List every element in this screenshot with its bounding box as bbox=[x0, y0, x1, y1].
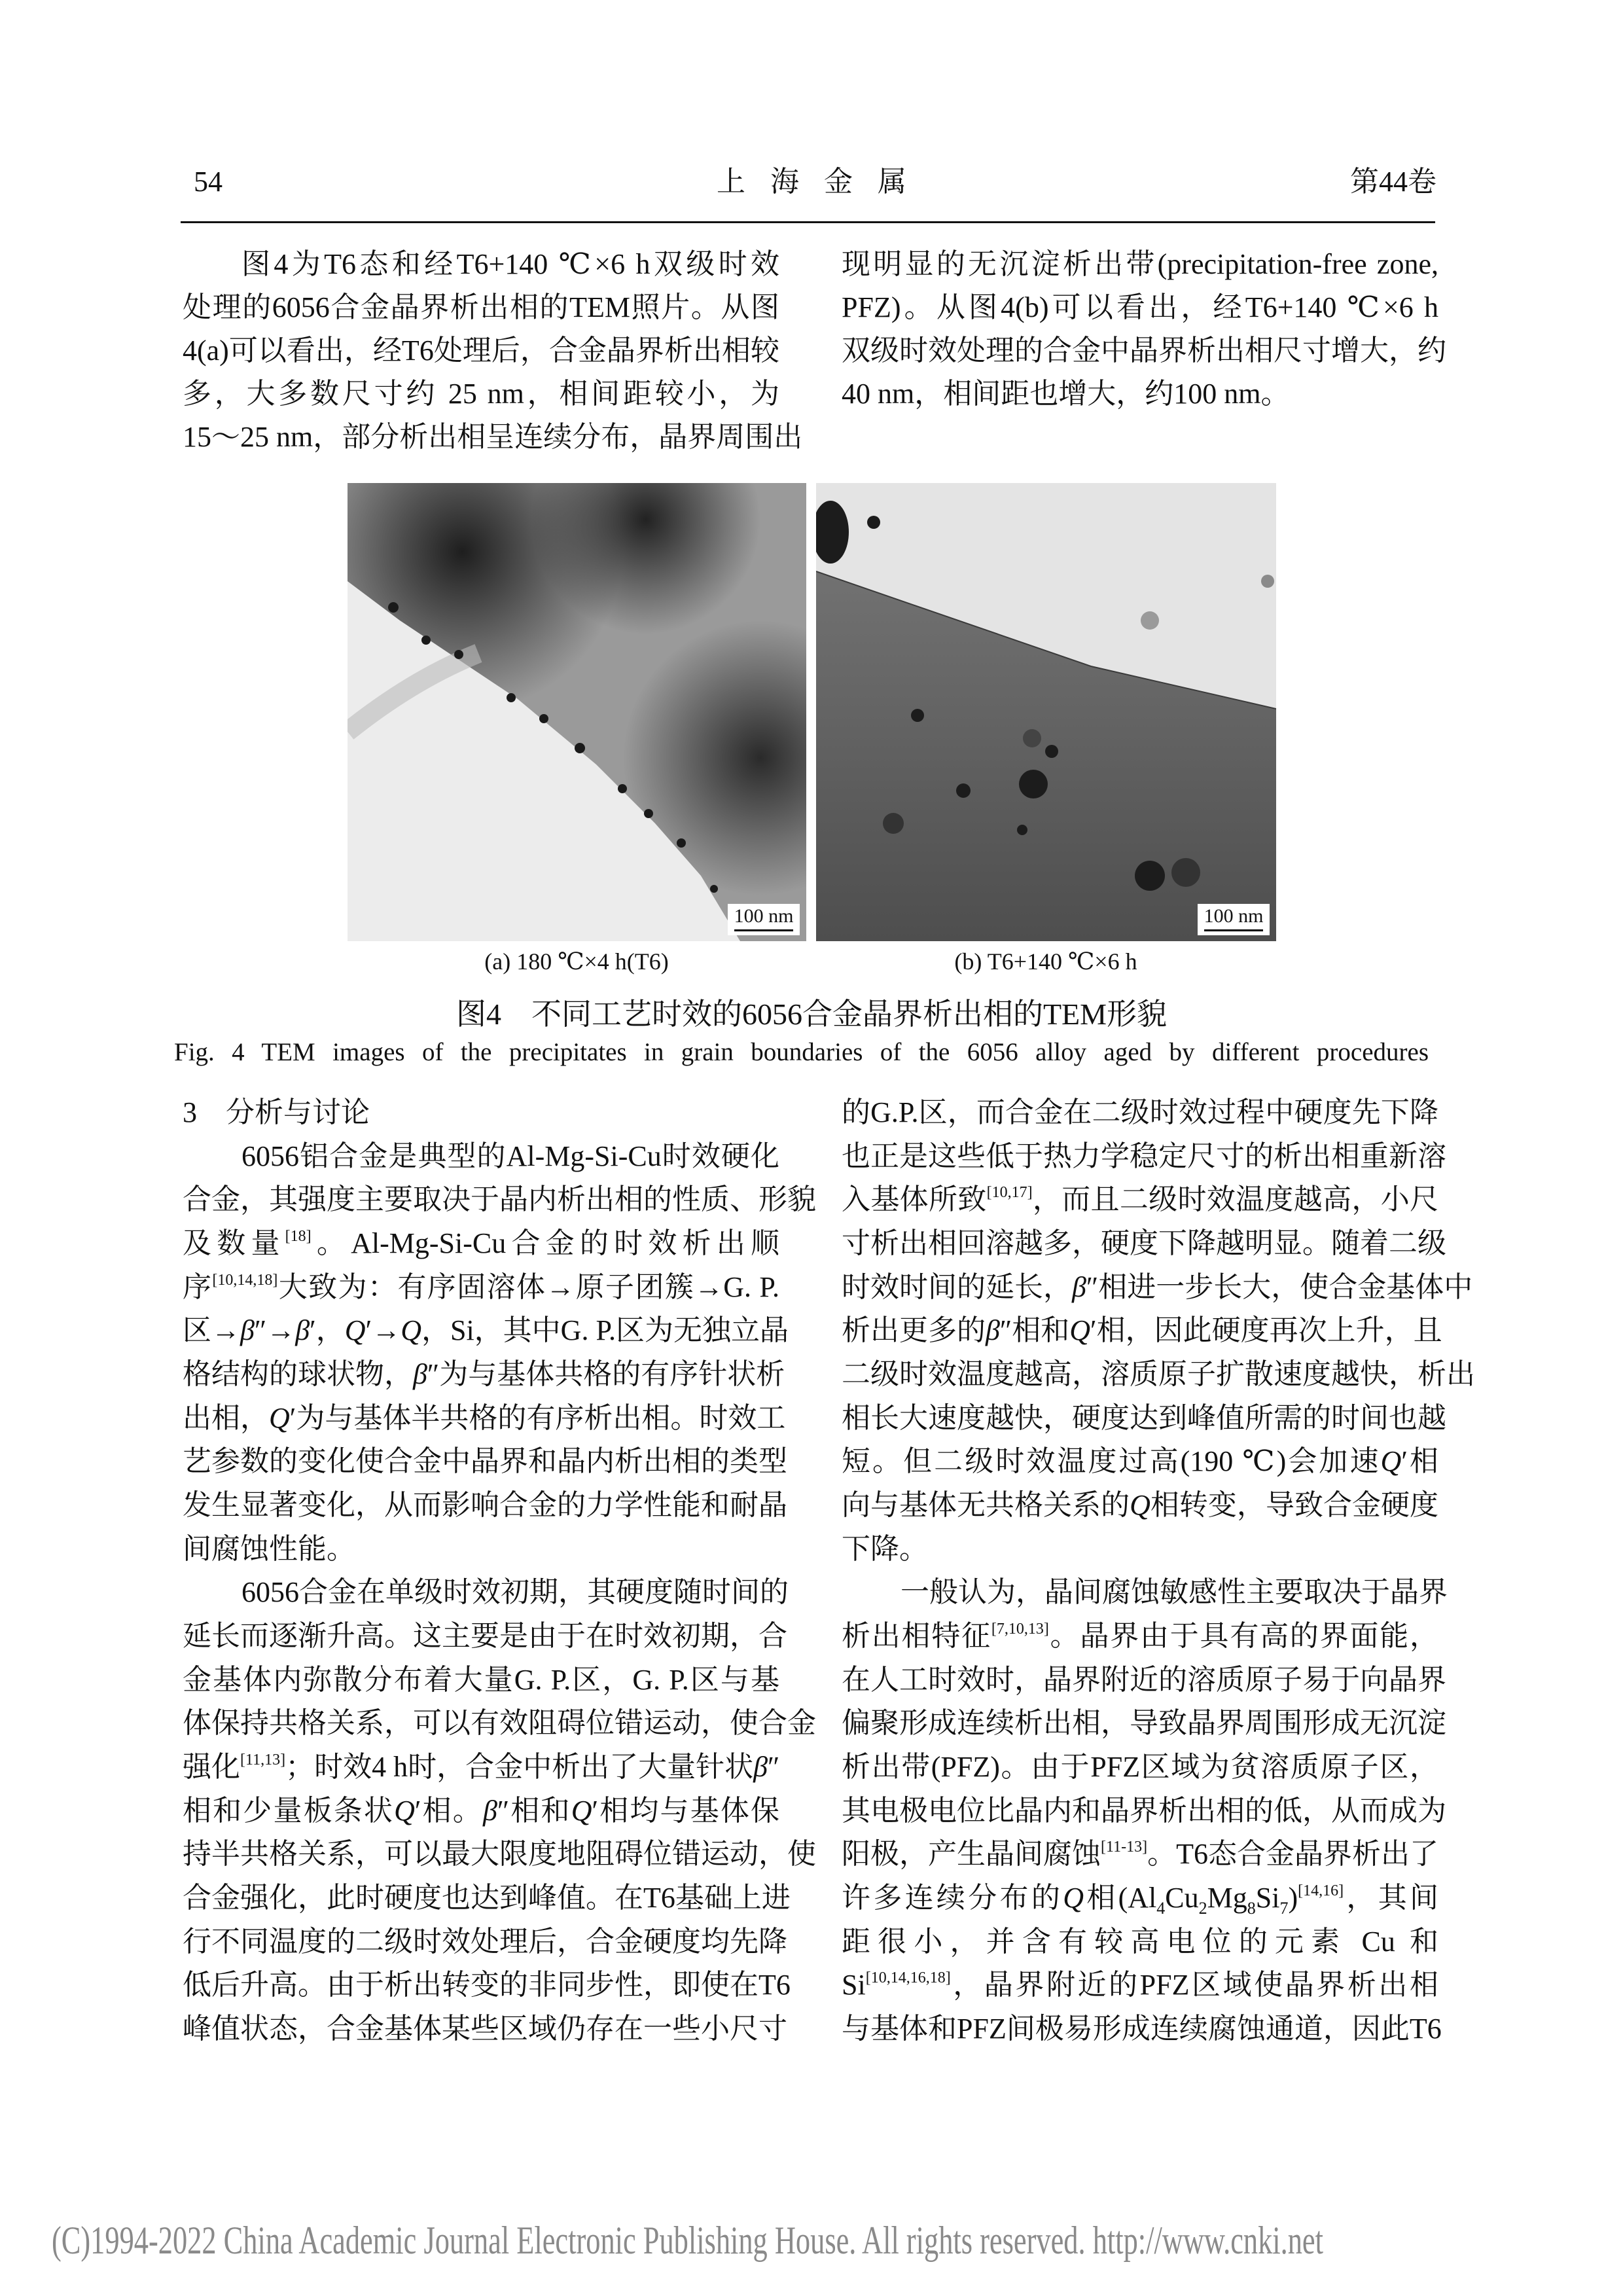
text-line: 与基体和PFZ间极易形成连续腐蚀通道，因此T6 bbox=[842, 2013, 1442, 2045]
text-line: 许多连续分布的Q相$(Al_4Cu_2Mg_8Si_7)[14,16]$，其间 bbox=[842, 1882, 1439, 1918]
scale-bar-label: 100 nm bbox=[1204, 905, 1264, 927]
text-line: 偏聚形成连续析出相，导致晶界周围形成无沉淀 bbox=[842, 1707, 1446, 1740]
text-line: 的G.P.区，而合金在二级时效过程中硬度先下降 bbox=[842, 1096, 1438, 1128]
text-line: 阳极，产生晶间腐蚀[11-13]。T6态合金晶界析出了 bbox=[842, 1838, 1438, 1871]
text-line: 图4为T6态和经T6+140 ℃×6 h双级时效 bbox=[241, 248, 779, 280]
text-line: 一般认为，晶间腐蚀敏感性主要取决于晶界 bbox=[901, 1576, 1448, 1609]
copyright-footer: (C)1994-2022 China Academic Journal Electronic Publishing House. All rights reserved. http://www.cnki.net bbox=[52, 2219, 1323, 2262]
text-line: 相长大速度越快，硬度达到峰值所需的时间也越 bbox=[842, 1401, 1446, 1434]
text-line: 行不同温度的二级时效处理后，合金硬度均先降 bbox=[183, 1925, 787, 1958]
text-line: 发生显著变化，从而影响合金的力学性能和耐晶 bbox=[183, 1489, 787, 1522]
text-line: 短。但二级时效温度过高(190 ℃)会加速Q′相 bbox=[842, 1445, 1438, 1478]
text-line: 4(a)可以看出，经T6处理后，合金晶界析出相较 bbox=[183, 334, 779, 367]
text-line: 入基体所致[10,17]，而且二级时效温度越高，小尺 bbox=[842, 1183, 1439, 1216]
text-line: 及数量[18]。Al-Mg-Si-Cu合金的时效析出顺 bbox=[183, 1227, 780, 1259]
text-line: 向与基体无共格关系的Q相转变，导致合金硬度 bbox=[842, 1489, 1438, 1522]
text-line: 出相，Q′为与基体半共格的有序析出相。时效工 bbox=[183, 1401, 786, 1434]
text-line: 体保持共格关系，可以有效阻碍位错运动，使合金 bbox=[183, 1707, 816, 1740]
text-line: 持半共格关系，可以最大限度地阻碍位错运动，使 bbox=[183, 1838, 816, 1871]
text-line: 现明显的无沉淀析出带(precipitation-free zone, bbox=[842, 248, 1438, 280]
scale-bar-a bbox=[728, 904, 800, 935]
text-line: 析出带(PFZ)。由于PFZ区域为贫溶质原子区， bbox=[842, 1751, 1438, 1784]
text-line: 间腐蚀性能。 bbox=[183, 1532, 355, 1565]
text-line: Si[10,14,16,18]，晶界附近的PFZ区域使晶界析出相 bbox=[842, 1969, 1438, 2001]
page-number: 54 bbox=[194, 166, 223, 198]
text-line: 处理的6056合金晶界析出相的TEM照片。从图 bbox=[183, 291, 779, 323]
text-line: 6056铝合金是典型的Al-Mg-Si-Cu时效硬化 bbox=[241, 1139, 779, 1172]
text-line: 区→β″→β′，Q′→Q，Si，其中G. P.区为无独立晶 bbox=[183, 1314, 789, 1347]
text-line: 6056合金在单级时效初期，其硬度随时间的 bbox=[241, 1576, 789, 1609]
text-line: 寸析出相回溶越多，硬度下降越明显。随着二级 bbox=[842, 1227, 1446, 1259]
text-line: 二级时效温度越高，溶质原子扩散速度越快，析出 bbox=[842, 1358, 1475, 1391]
text-line: 在人工时效时，晶界附近的溶质原子易于向晶界 bbox=[842, 1663, 1446, 1696]
header-rule bbox=[181, 221, 1435, 223]
text-line: 下降。 bbox=[842, 1532, 928, 1565]
caption-b: (b) T6+140 ℃×6 h bbox=[954, 948, 1137, 975]
text-line: 强化[11,13]；时效4 h时，合金中析出了大量针状β″ bbox=[183, 1751, 780, 1784]
figure-title-en: Fig. 4 TEM images of the precipitates in grain boundaries of the 6056 alloy aged by different procedures bbox=[174, 1038, 1429, 1066]
text-line: 艺参数的变化使合金中晶界和晶内析出相的类型 bbox=[183, 1445, 787, 1478]
text-line: 多，大多数尺寸约 25 nm，相间距较小，为 bbox=[183, 378, 779, 410]
tem-image-b bbox=[816, 483, 1276, 941]
journal-title: 上海金属 bbox=[717, 166, 906, 198]
volume-label: 第44卷 bbox=[1350, 166, 1436, 198]
text-line: 峰值状态，合金基体某些区域仍存在一些小尺寸 bbox=[183, 2013, 787, 2045]
text-line: 距很小，并含有较高电位的元素 Cu 和 bbox=[842, 1925, 1438, 1958]
tem-image-a bbox=[348, 483, 806, 941]
text-line: 序[10,14,18]大致为：有序固溶体→原子团簇→G. P. bbox=[183, 1270, 779, 1303]
text-line: 也正是这些低于热力学稳定尺寸的析出相重新溶 bbox=[842, 1139, 1446, 1172]
caption-a: (a) 180 ℃×4 h(T6) bbox=[484, 948, 669, 975]
text-line: 15～25 nm，部分析出相呈连续分布，晶界周围出 bbox=[183, 421, 803, 453]
text-line: 其电极电位比晶内和晶界析出相的低，从而成为 bbox=[842, 1794, 1446, 1827]
text-line: 双级时效处理的合金中晶界析出相尺寸增大，约 bbox=[842, 334, 1446, 367]
text-line: 低后升高。由于析出转变的非同步性，即使在T6 bbox=[183, 1969, 791, 2001]
text-line: 40 nm，相间距也增大，约100 nm。 bbox=[842, 378, 1290, 410]
scale-bar-b bbox=[1198, 904, 1270, 935]
text-line: 合金强化，此时硬度也达到峰值。在T6基础上进 bbox=[183, 1882, 791, 1914]
text-line: PFZ)。从图4(b)可以看出，经T6+140 ℃×6 h bbox=[842, 291, 1438, 323]
text-line: 时效时间的延长，β″相进一步长大，使合金基体中 bbox=[842, 1270, 1473, 1303]
text-line: 延长而逐渐升高。这主要是由于在时效初期，合 bbox=[183, 1620, 787, 1653]
text-line: 金基体内弥散分布着大量G. P.区，G. P.区与基 bbox=[183, 1663, 779, 1696]
figure-title-cn: 图4 不同工艺时效的6056合金晶界析出相的TEM形貌 bbox=[455, 997, 1168, 1031]
text-line: 合金，其强度主要取决于晶内析出相的性质、形貌 bbox=[183, 1183, 816, 1216]
section-heading: 3 分析与讨论 bbox=[183, 1096, 370, 1128]
text-line: 析出更多的β″相和Q′相，因此硬度再次上升，且 bbox=[842, 1314, 1442, 1347]
scale-bar-label: 100 nm bbox=[734, 905, 794, 927]
text-line: 格结构的球状物，β″为与基体共格的有序针状析 bbox=[183, 1358, 785, 1391]
text-line: 析出相特征[7,10,13]。晶界由于具有高的界面能， bbox=[842, 1620, 1439, 1653]
text-line: 相和少量板条状Q′相。β″相和Q′相均与基体保 bbox=[183, 1794, 780, 1827]
